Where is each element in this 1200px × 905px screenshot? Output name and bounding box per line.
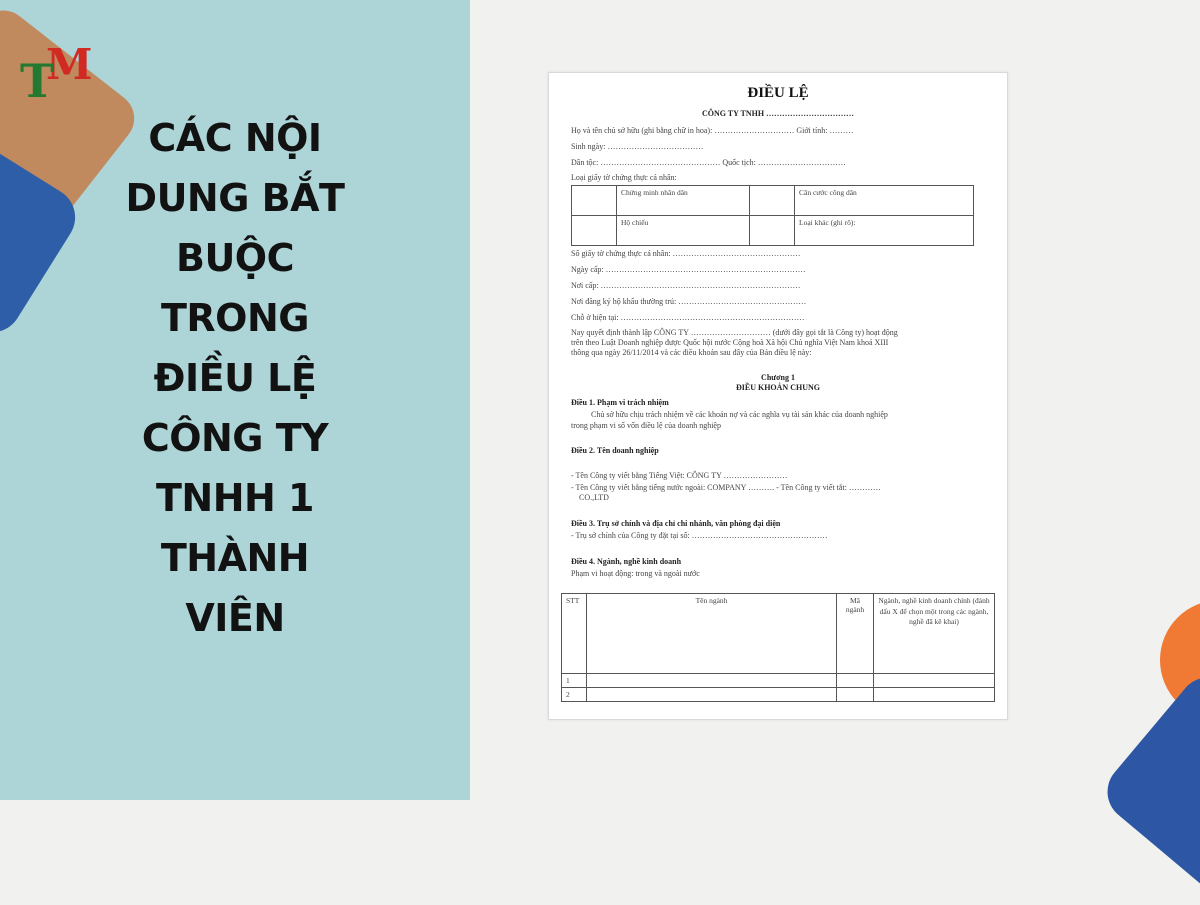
business-table-cell (837, 688, 874, 702)
id-type-table (571, 185, 974, 246)
id-table-cell (572, 186, 617, 216)
business-table-header: Tên ngành (587, 594, 837, 674)
business-table (561, 593, 995, 702)
id-table-cell (572, 216, 617, 246)
headline-line: BUỘC (175, 236, 294, 280)
chapter-number: Chương 1 (761, 373, 795, 382)
business-table-cell (874, 674, 995, 688)
article-3-body: - Trụ sở chính của Công ty đặt tại số: …………………………………………… (571, 531, 828, 540)
issue-place-field: Nơi cấp: ………………………………………………………………… (571, 281, 801, 290)
article-4-heading: Điều 4. Ngành, nghề kinh doanh (571, 557, 682, 566)
id-type-label: Loại giấy tờ chứng thực cá nhân: (571, 173, 677, 182)
business-table-cell (837, 674, 874, 688)
business-table-header: STT (562, 594, 587, 674)
article-2-body: CO.,LTD (579, 493, 609, 502)
headline-line: VIÊN (185, 596, 285, 640)
logo-letter-t: T (20, 54, 55, 108)
headline-line: TRONG (161, 296, 309, 340)
id-table-cell: Chứng minh nhân dân (617, 186, 750, 216)
headline-line: ĐIỀU LỆ (153, 356, 317, 400)
article-2-body: - Tên Công ty viết bằng Tiếng Việt: CÔNG TY …………………… (571, 471, 788, 480)
article-2-heading: Điều 2. Tên doanh nghiệp (571, 446, 659, 455)
id-number-field: Số giấy tờ chứng thực cá nhân: ………………………………………… (571, 249, 801, 258)
headline-line: DUNG BẮT (125, 176, 345, 220)
id-table-cell: Hộ chiếu (617, 216, 750, 246)
residence-field: Nơi đăng ký hộ khẩu thường trú: ………………………………………… (571, 297, 807, 306)
headline-line: CÁC NỘI (148, 116, 322, 160)
dob-field: Sinh ngày: ……………………………… (571, 142, 704, 151)
issue-date-field: Ngày cấp: ………………………………………………………………… (571, 265, 806, 274)
article-3-heading: Điều 3. Trụ sở chính và địa chỉ chi nhánh, văn phòng đại diện (571, 519, 781, 528)
owner-field: Họ và tên chủ sở hữu (ghi bằng chữ in hoa): ………………………… Giới tính: ……… (571, 126, 854, 135)
intro-line: thông qua ngày 26/11/2014 và các điều khoản sau đây của Bản điều lệ này: (571, 348, 812, 357)
article-1-body: Chủ sở hữu chịu trách nhiệm về các khoản nợ và các nghĩa vụ tài sản khác của doanh nghiệp (591, 410, 888, 419)
document-page (548, 72, 1008, 720)
ethnicity-field: Dân tộc: ……………………………………… Quốc tịch: …………………………… (571, 158, 846, 167)
chapter-title: ĐIỀU KHOẢN CHUNG (735, 383, 820, 392)
headline-line: CÔNG TY (141, 416, 329, 460)
intro-line: trên theo Luật Doanh nghiệp được Quốc hội nước Cộng hoà Xã hội Chủ nghĩa Việt Nam khoá XIII (571, 338, 889, 347)
intro-line: Nay quyết định thành lập CÔNG TY ………………………… (dưới đây gọi tắt là Công ty) hoạt động (571, 328, 898, 337)
article-1-body: trong phạm vi số vốn điều lệ của doanh nghiệp (571, 421, 721, 430)
document-title: ĐIỀU LỆ (747, 85, 809, 101)
id-table-cell (750, 216, 795, 246)
business-table-cell (587, 674, 837, 688)
left-panel (0, 0, 470, 800)
business-table-cell (587, 688, 837, 702)
business-table-cell (874, 688, 995, 702)
company-name: CÔNG TY TNHH …………………………… (701, 109, 855, 118)
current-address-field: Chỗ ở hiện tại: …………………………………………………………… (571, 313, 805, 322)
headline-line: TNHH 1 (156, 476, 314, 520)
logo-letter-m: M (46, 40, 93, 89)
id-table-cell: Loại khác (ghi rõ): (795, 216, 974, 246)
business-table-header: Ngành, nghề kinh doanh chính (đánh dấu X để chọn một trong các ngành, nghề đã kê khai) (874, 594, 995, 674)
id-table-cell (750, 186, 795, 216)
article-4-body: Phạm vi hoạt động: trong và ngoài nước (571, 569, 700, 578)
article-2-body: - Tên Công ty viết bằng tiếng nước ngoài: COMPANY ………. - Tên Công ty viết tắt: ………… (571, 483, 881, 492)
headline-line: THÀNH (160, 536, 310, 580)
article-1-heading: Điều 1. Phạm vi trách nhiệm (571, 398, 669, 407)
business-table-header: Mã ngành (837, 594, 874, 674)
decorative-corner-blue (1095, 665, 1200, 905)
headline (90, 108, 380, 648)
tm-logo (20, 40, 100, 108)
business-table-cell: 2 (562, 688, 587, 702)
id-table-cell: Căn cước công dân (795, 186, 974, 216)
business-table-cell: 1 (562, 674, 587, 688)
